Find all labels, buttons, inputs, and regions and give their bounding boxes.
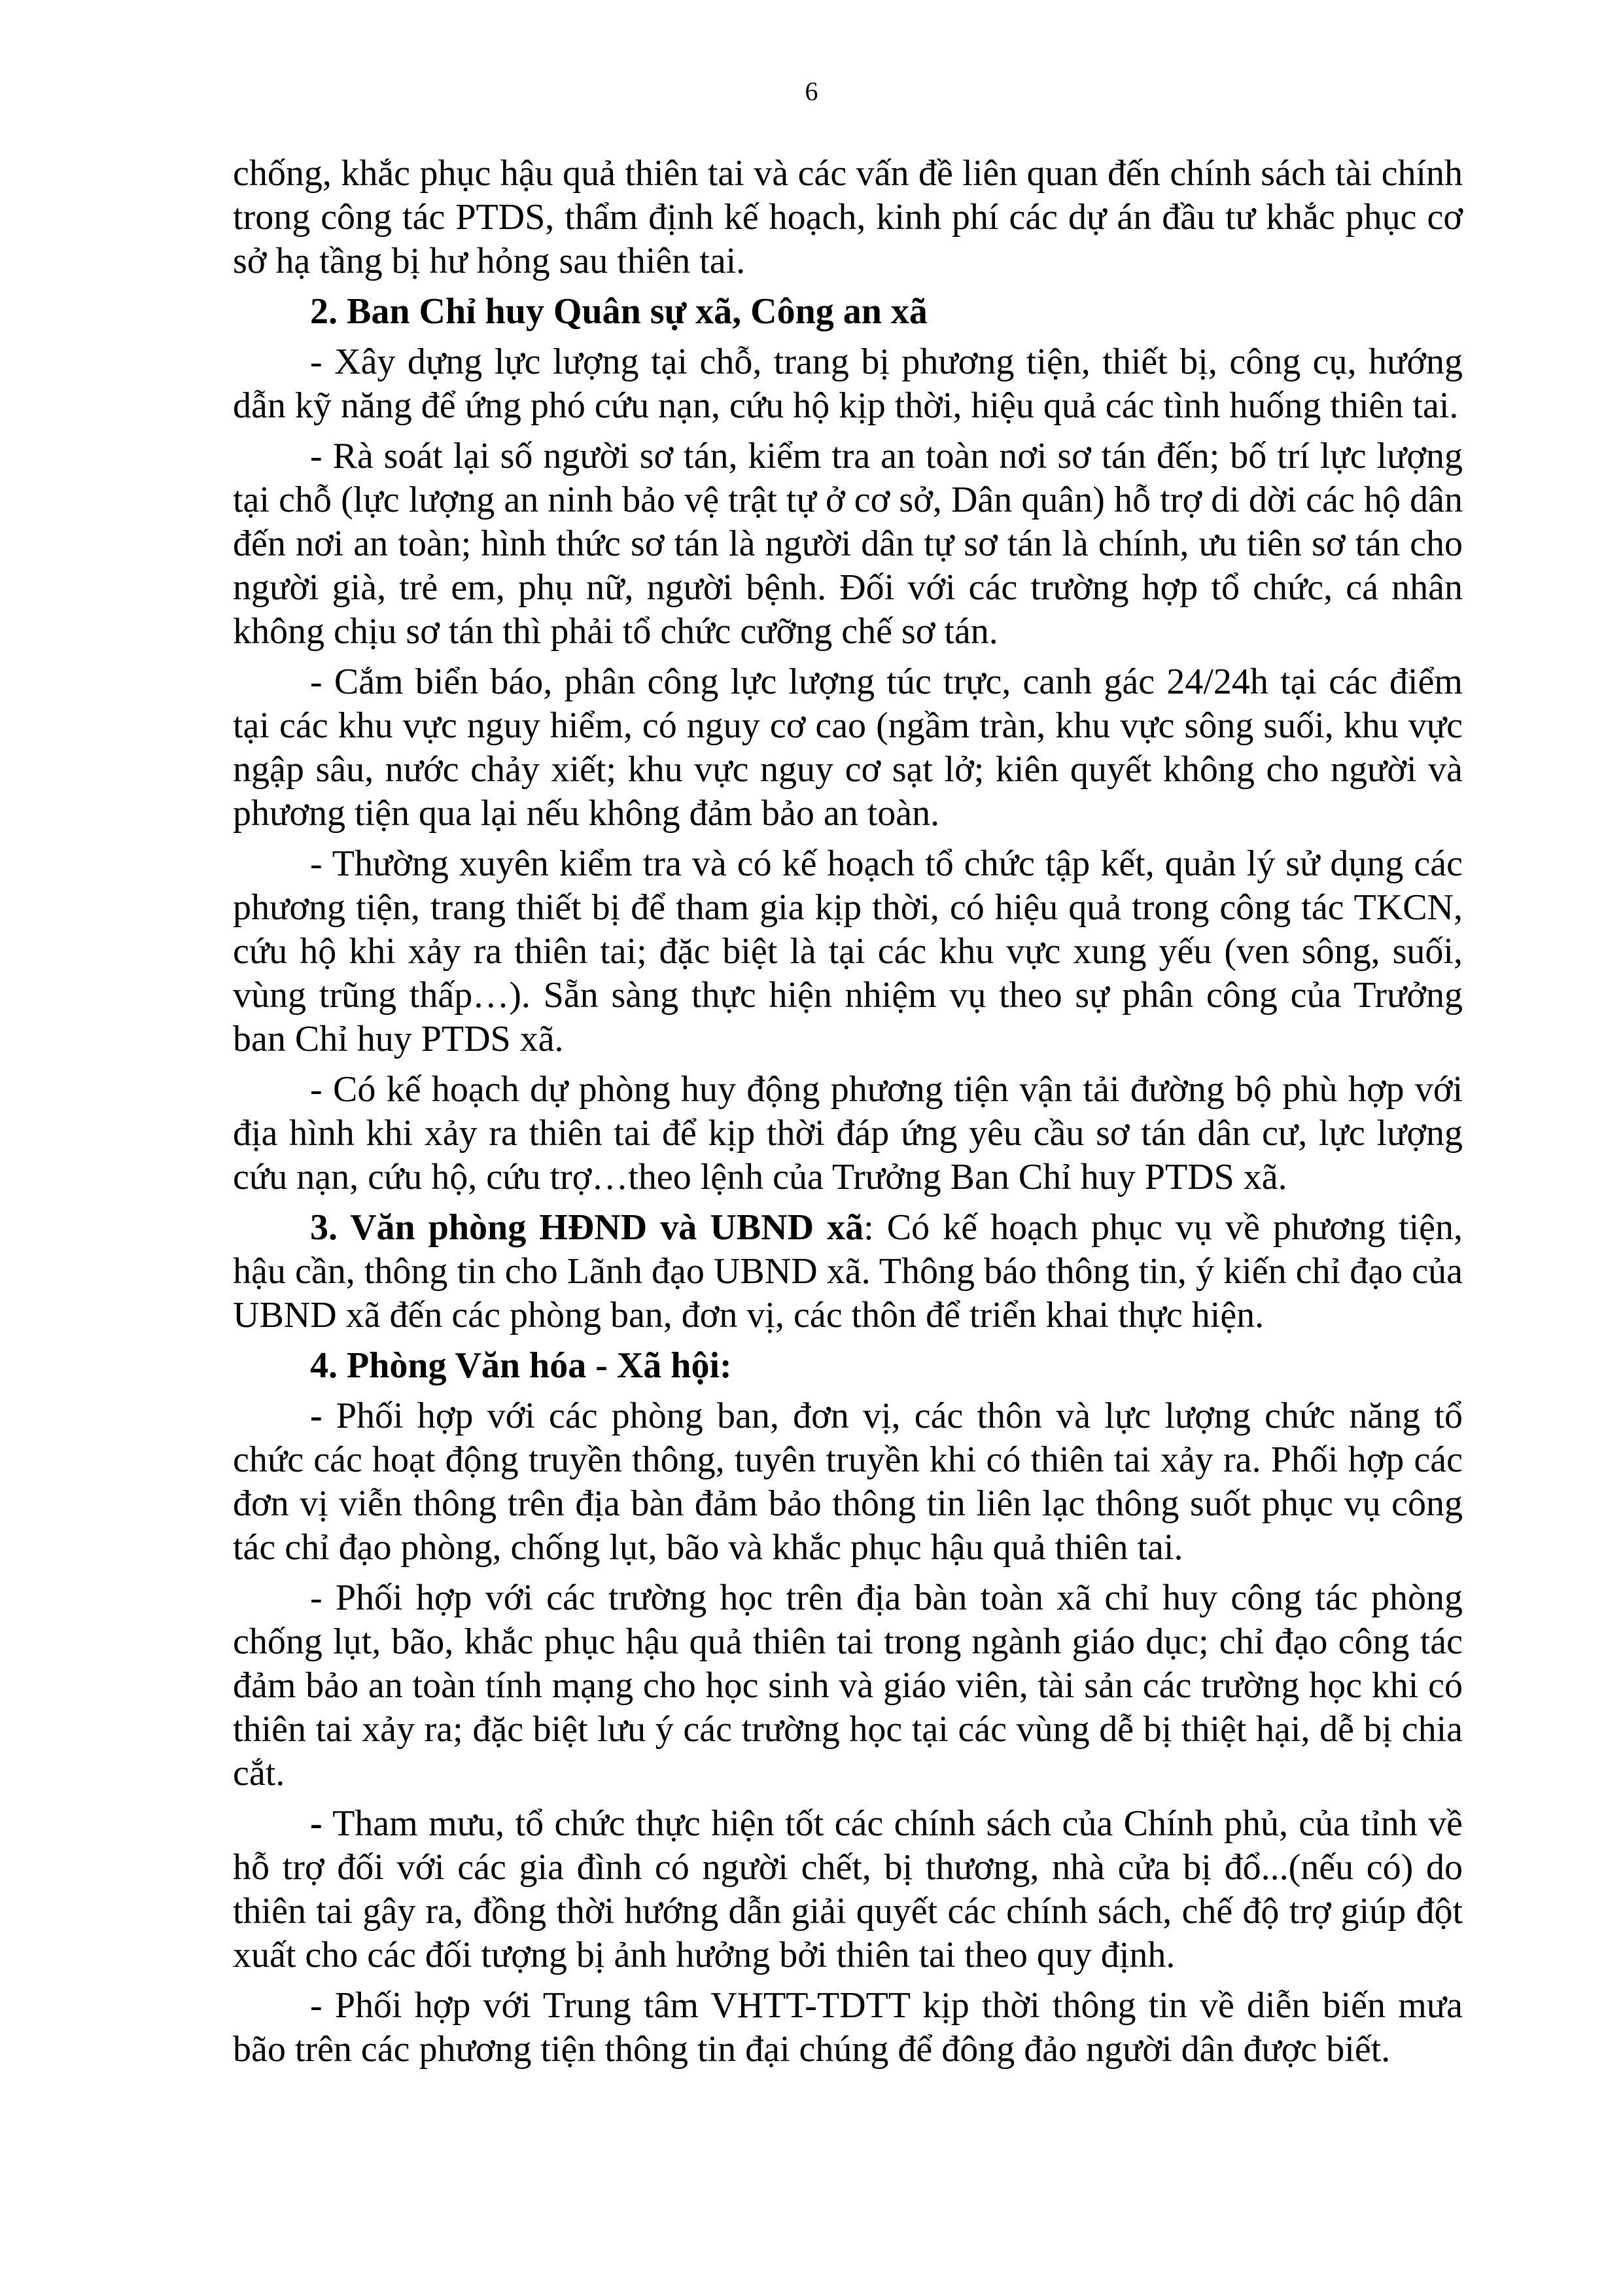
paragraph <box>233 1394 1463 1570</box>
paragraph-text: Tham mưu, tổ chức thực hiện tốt các chính sách của Chính phủ, của tỉnh về hỗ trợ đối với các gia đình có người chết, bị thương, nhà cửa bị đổ...(nếu có) do thiên tai gây ra, đồng thời hướng dẫn giải quyết các chính sách, chế độ trợ giúp đột xuất cho các đối tượng bị ảnh hưởng bởi thiên tai theo quy định. <box>233 1803 1463 1975</box>
page-number: 6 <box>805 77 818 106</box>
section-heading-4: 4. Phòng Văn hóa - Xã hội: <box>310 1345 732 1386</box>
paragraph: - Rà soát lại số người sơ tán, kiểm tra an toàn nơi sơ tán đến; bố trí lực lượng tại chỗ (lực lượng an ninh bảo vệ trật tự ở cơ sở, Dân quân) hỗ trợ di dời các hộ dân đến nơi an toàn; hình thức sơ tán là người dân tự sơ tán là chính, ưu tiên sơ tán cho người già, trẻ em, phụ nữ, người bệnh. Đối với các trường hợp tổ chức, cá nhân không chịu sơ tán thì phải tổ chức cưỡng chế sơ tán. <box>233 436 1463 652</box>
section-3-text: : Có kế hoạch phục vụ về phương tiện, hậu cần, thông tin cho Lãnh đạo UBND xã. Thông báo thông tin, ý kiến chỉ đạo của UBND xã đến các phòng ban, đơn vị, các thôn để triển khai thực hiện. <box>233 1207 1463 1335</box>
paragraph: - Phối hợp với các trường học trên địa bàn toàn xã chỉ huy công tác phòng chống lụt, bão, khắc phục hậu quả thiên tai trong ngành giáo dục; chỉ đạo công tác đảm bảo an toàn tính mạng cho học sinh và giáo viên, tài sản các trường học khi có thiên tai xảy ra; đặc biệt lưu ý các trường học tại các vùng dễ bị thiệt hại, dễ bị chia cắt. <box>233 1578 1463 1793</box>
paragraph: - Có kế hoạch dự phòng huy động phương tiện vận tải đường bộ phù hợp với địa hình khi xảy ra thiên tai để kịp thời đáp ứng yêu cầu sơ tán dân cư, lực lượng cứu nạn, cứu hộ, cứu trợ…theo lệnh của Trưởng Ban Chỉ huy PTDS xã. <box>233 1069 1463 1197</box>
paragraph: - Phối hợp với Trung tâm VHTT-TDTT kịp thời thông tin về diễn biến mưa bão trên các phương tiện thông tin đại chúng để đông đảo người dân được biết. <box>233 1985 1463 2070</box>
section-heading-2: 2. Ban Chỉ huy Quân sự xã, Công an xã <box>310 291 928 332</box>
bullet-dash: - <box>310 1396 323 1436</box>
bullet-dash: - <box>310 1803 323 1844</box>
paragraph-text: Phối hợp với các phòng ban, đơn vị, các thôn và lực lượng chức năng tổ chức các hoạt động truyền thông, tuyên truyền khi có thiên tai xảy ra. Phối hợp các đơn vị viễn thông trên địa bàn đảm bảo thông tin liên lạc thông suốt phục vụ công tác chỉ đạo phòng, chống lụt, bão và khắc phục hậu quả thiên tai. <box>233 1396 1463 1568</box>
paragraph-continuation: chống, khắc phục hậu quả thiên tai và các vấn đề liên quan đến chính sách tài chính trong công tác PTDS, thẩm định kế hoạch, kinh phí các dự án đầu tư khắc phục cơ sở hạ tầng bị hư hỏng sau thiên tai. <box>233 153 1463 281</box>
section-heading-3: 3. Văn phòng HĐND và UBND xã <box>310 1207 864 1248</box>
paragraph: - Cắm biển báo, phân công lực lượng túc trực, canh gác 24/24h tại các điểm tại các khu vực nguy hiểm, có nguy cơ cao (ngầm tràn, khu vực sông suối, khu vực ngập sâu, nước chảy xiết; khu vực nguy cơ sạt lở; kiên quyết không cho người và phương tiện qua lại nếu không đảm bảo an toàn. <box>233 662 1463 834</box>
paragraph: - Thường xuyên kiểm tra và có kế hoạch tổ chức tập kết, quản lý sử dụng các phương tiện, trang thiết bị để tham gia kịp thời, có hiệu quả trong công tác TKCN, cứu hộ khi xảy ra thiên tai; đặc biệt là tại các khu vực xung yếu (ven sông, suối, vùng trũng thấp…). Sẵn sàng thực hiện nhiệm vụ theo sự phân công của Trưởng ban Chỉ huy PTDS xã. <box>233 843 1463 1059</box>
paragraph: - Xây dựng lực lượng tại chỗ, trang bị phương tiện, thiết bị, công cụ, hướng dẫn kỹ năng để ứng phó cứu nạn, cứu hộ kịp thời, hiệu quả các tình huống thiên tai. <box>233 342 1463 426</box>
section-3-paragraph <box>233 1206 1463 1337</box>
document-body <box>233 152 1463 2078</box>
paragraph <box>233 1802 1463 1977</box>
